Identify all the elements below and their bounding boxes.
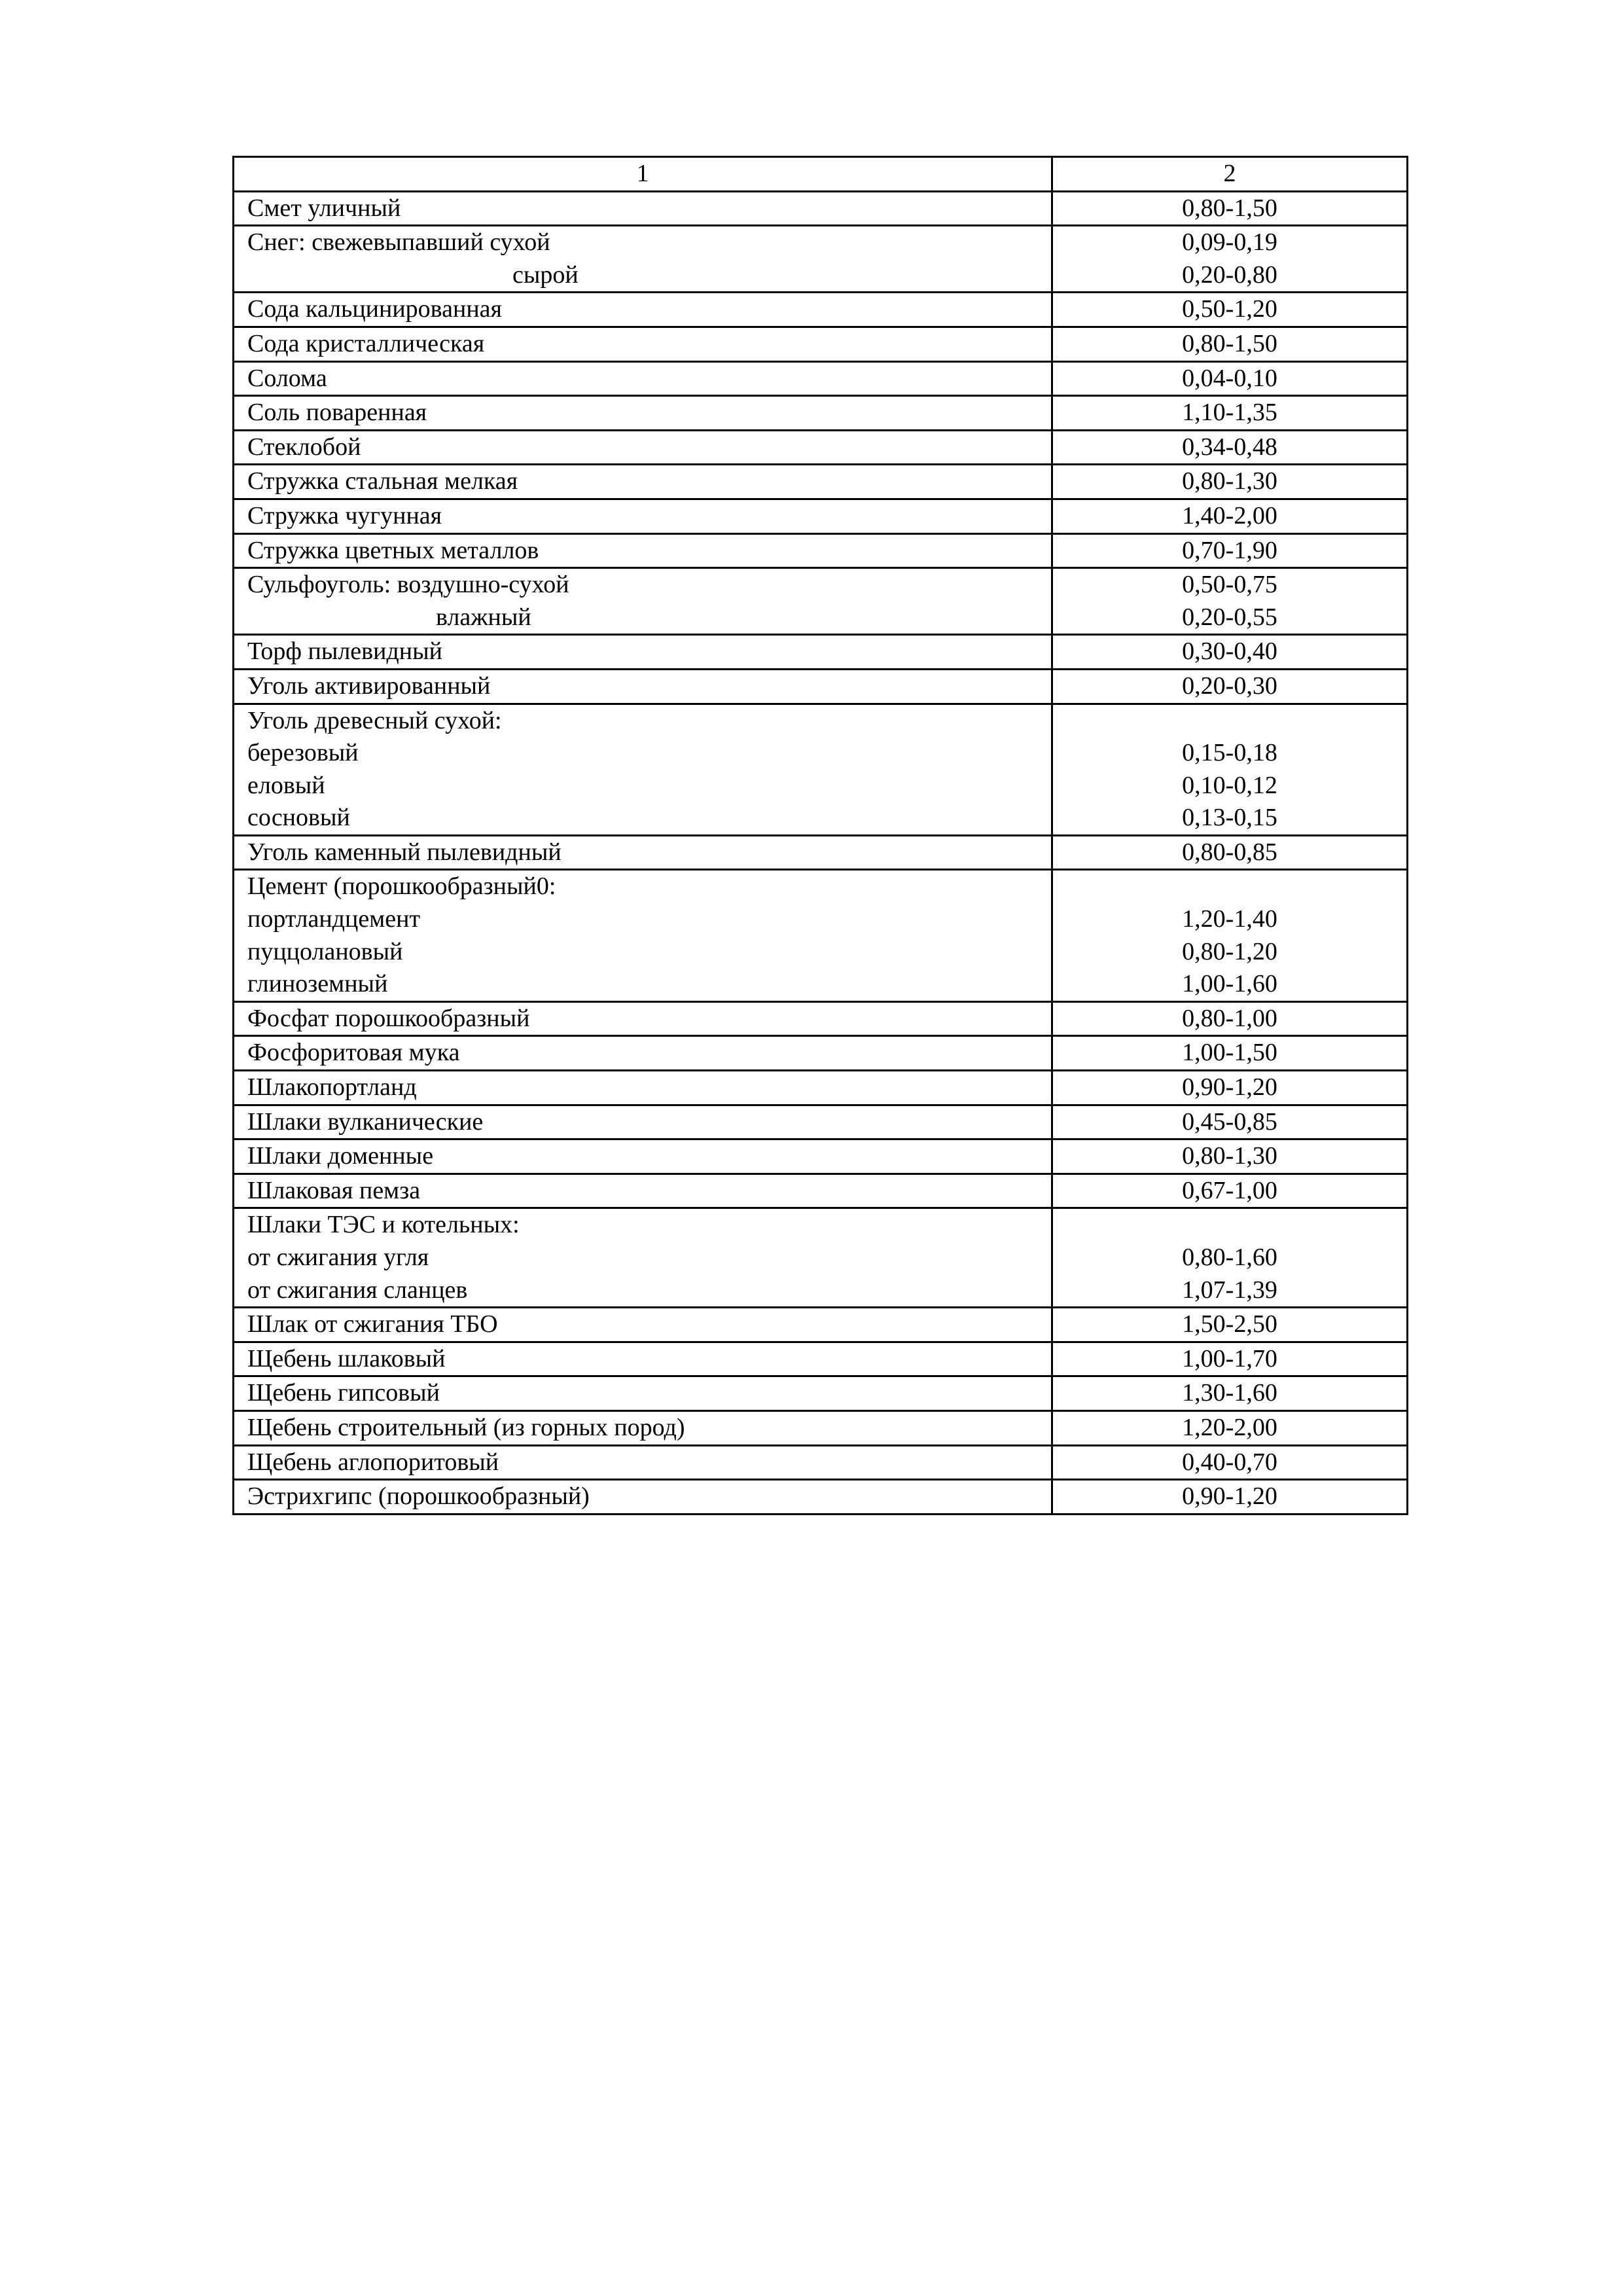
table-body bbox=[234, 157, 1408, 1515]
table-row bbox=[234, 835, 1408, 870]
material-cell bbox=[234, 1208, 1052, 1308]
material-name-line: Шлак от сжигания ТБО bbox=[247, 1310, 498, 1338]
table-row bbox=[234, 499, 1408, 533]
table-row bbox=[234, 465, 1408, 499]
material-cell bbox=[234, 361, 1052, 396]
material-name-line: Щебень строительный (из горных пород) bbox=[247, 1413, 685, 1441]
material-cell bbox=[234, 1036, 1052, 1071]
bulk-density-table bbox=[232, 156, 1408, 1515]
density-value-line: 1,00-1,60 bbox=[1182, 970, 1277, 998]
table-row bbox=[234, 327, 1408, 361]
table-row bbox=[234, 1308, 1408, 1342]
density-value-cell bbox=[1052, 1036, 1408, 1071]
density-value-line: 1,07-1,39 bbox=[1182, 1276, 1277, 1304]
material-name-line: Эстрихгипс (порошкообразный) bbox=[247, 1482, 590, 1511]
material-cell bbox=[234, 669, 1052, 704]
density-value-cell bbox=[1052, 1410, 1408, 1445]
density-value-line: 0,20-0,80 bbox=[1182, 260, 1277, 289]
density-value-line: 0,50-1,20 bbox=[1182, 295, 1277, 323]
material-name-line: Торф пылевидный bbox=[247, 637, 442, 666]
material-name-line: сырой bbox=[512, 260, 579, 289]
density-value-cell bbox=[1052, 361, 1408, 396]
density-value-line: 0,70-1,90 bbox=[1182, 536, 1277, 564]
density-value-cell bbox=[1052, 1376, 1408, 1411]
table-row bbox=[234, 1208, 1408, 1308]
density-value-cell bbox=[1052, 835, 1408, 870]
material-cell bbox=[234, 1445, 1052, 1480]
density-value-line: 0,10-0,12 bbox=[1182, 771, 1277, 799]
density-value-line: 0,80-0,85 bbox=[1182, 838, 1277, 866]
table-row bbox=[234, 1036, 1408, 1071]
material-name-line: Шлакопортланд bbox=[247, 1073, 417, 1102]
density-value-line: 0,80-1,20 bbox=[1182, 937, 1277, 965]
material-cell bbox=[234, 533, 1052, 568]
material-name-line: Щебень гипсовый bbox=[247, 1379, 440, 1407]
density-value-line bbox=[1066, 1209, 1393, 1242]
density-value-cell bbox=[1052, 669, 1408, 704]
density-value-line: 1,20-1,40 bbox=[1182, 905, 1277, 933]
material-name-line: Стружка цветных металлов bbox=[247, 536, 539, 564]
table-row bbox=[234, 669, 1408, 704]
table-row bbox=[234, 361, 1408, 396]
table-row bbox=[234, 1139, 1408, 1174]
material-cell bbox=[234, 704, 1052, 835]
material-cell bbox=[234, 1308, 1052, 1342]
table-row bbox=[234, 635, 1408, 670]
material-name-line: Стружка стальная мелкая bbox=[247, 467, 518, 495]
density-value-line: 0,80-1,50 bbox=[1182, 329, 1277, 357]
material-cell bbox=[234, 191, 1052, 226]
material-cell bbox=[234, 499, 1052, 533]
density-value-cell bbox=[1052, 704, 1408, 835]
density-value-cell bbox=[1052, 293, 1408, 327]
density-value-line: 1,30-1,60 bbox=[1182, 1379, 1277, 1407]
material-name-line: пуццолановый bbox=[247, 937, 403, 965]
material-name-line: еловый bbox=[247, 771, 325, 799]
material-cell bbox=[234, 293, 1052, 327]
density-value-line: 0,04-0,10 bbox=[1182, 364, 1277, 392]
density-value-cell bbox=[1052, 870, 1408, 1001]
material-cell bbox=[234, 226, 1052, 293]
material-name-line: Уголь древесный сухой: bbox=[247, 706, 502, 734]
material-cell bbox=[234, 568, 1052, 635]
density-value-cell bbox=[1052, 430, 1408, 465]
density-value-line: 1,00-1,50 bbox=[1182, 1039, 1277, 1067]
density-value-cell bbox=[1052, 1308, 1408, 1342]
density-value-cell bbox=[1052, 1208, 1408, 1308]
material-name-line: Щебень шлаковый bbox=[247, 1344, 446, 1372]
material-cell bbox=[234, 396, 1052, 431]
density-value-cell bbox=[1052, 327, 1408, 361]
material-cell bbox=[234, 1480, 1052, 1515]
table-row bbox=[234, 1001, 1408, 1036]
material-name-line: Шлаки вулканические bbox=[247, 1107, 484, 1136]
material-name-line: Смет уличный bbox=[247, 194, 401, 222]
material-name-line: портландцемент bbox=[247, 905, 421, 933]
material-name-line: Уголь активированный bbox=[247, 672, 491, 700]
density-value-line: 0,45-0,85 bbox=[1182, 1107, 1277, 1136]
material-cell bbox=[234, 1410, 1052, 1445]
material-name-line: Стружка чугунная bbox=[247, 501, 442, 529]
density-value-line: 0,80-1,60 bbox=[1182, 1244, 1277, 1271]
density-value-line: 0,30-0,40 bbox=[1182, 637, 1277, 666]
material-name-line: сосновый bbox=[247, 804, 350, 832]
density-value-cell bbox=[1052, 226, 1408, 293]
material-cell bbox=[234, 430, 1052, 465]
density-value-line: 0,34-0,48 bbox=[1182, 433, 1277, 461]
table-header-row bbox=[234, 157, 1408, 192]
density-value-line: 0,50-0,75 bbox=[1182, 571, 1277, 599]
density-value-cell bbox=[1052, 1139, 1408, 1174]
density-value-cell bbox=[1052, 1174, 1408, 1208]
density-value-line: 1,20-2,00 bbox=[1182, 1413, 1277, 1441]
material-name-line: Сульфоуголь: воздушно-сухой bbox=[247, 571, 569, 599]
density-value-line: 0,13-0,15 bbox=[1182, 804, 1277, 832]
table-row bbox=[234, 1174, 1408, 1208]
material-name-line: от сжигания сланцев bbox=[247, 1276, 468, 1304]
header-cell-value: 2 bbox=[1052, 157, 1408, 192]
table-row bbox=[234, 870, 1408, 1001]
density-value-cell bbox=[1052, 568, 1408, 635]
density-value-line: 1,10-1,35 bbox=[1182, 399, 1277, 427]
density-value-cell bbox=[1052, 635, 1408, 670]
table-row bbox=[234, 396, 1408, 431]
material-name-line: Цемент (порошкообразный0: bbox=[247, 872, 556, 901]
material-name-line: Шлаковая пемза bbox=[247, 1176, 421, 1204]
density-value-line: 0,20-0,30 bbox=[1182, 672, 1277, 700]
density-value-line: 0,20-0,55 bbox=[1182, 603, 1277, 631]
table-row bbox=[234, 1445, 1408, 1480]
material-name-line: Снег: свежевыпавший сухой bbox=[247, 228, 550, 257]
density-value-cell bbox=[1052, 1480, 1408, 1515]
material-name-line: от сжигания угля bbox=[247, 1244, 429, 1271]
density-value-cell bbox=[1052, 1071, 1408, 1105]
material-name-line: Солома bbox=[247, 364, 327, 392]
density-value-line: 0,80-1,50 bbox=[1182, 194, 1277, 222]
density-value-cell bbox=[1052, 465, 1408, 499]
table-row bbox=[234, 533, 1408, 568]
table-row bbox=[234, 1376, 1408, 1411]
density-value-cell bbox=[1052, 396, 1408, 431]
density-value-line bbox=[1066, 705, 1393, 738]
density-value-line: 0,15-0,18 bbox=[1182, 739, 1277, 767]
material-cell bbox=[234, 870, 1052, 1001]
table-row bbox=[234, 293, 1408, 327]
density-value-cell bbox=[1052, 1445, 1408, 1480]
material-cell bbox=[234, 835, 1052, 870]
header-cell-material: 1 bbox=[234, 157, 1052, 192]
material-cell bbox=[234, 1105, 1052, 1139]
density-value-cell bbox=[1052, 1001, 1408, 1036]
density-value-cell bbox=[1052, 1342, 1408, 1376]
material-name-line: Уголь каменный пылевидный bbox=[247, 838, 562, 866]
table-row bbox=[234, 704, 1408, 835]
material-name-line: Сода кальцинированная bbox=[247, 295, 502, 323]
table-row bbox=[234, 430, 1408, 465]
document-page bbox=[232, 156, 1406, 1515]
density-value-cell bbox=[1052, 191, 1408, 226]
table-row bbox=[234, 1342, 1408, 1376]
density-value-line: 0,09-0,19 bbox=[1182, 228, 1277, 257]
table-row bbox=[234, 191, 1408, 226]
table-row bbox=[234, 1480, 1408, 1515]
material-cell bbox=[234, 327, 1052, 361]
table-row bbox=[234, 1410, 1408, 1445]
table-row bbox=[234, 568, 1408, 635]
density-value-line: 0,80-1,30 bbox=[1182, 467, 1277, 495]
material-cell bbox=[234, 1001, 1052, 1036]
density-value-line: 1,40-2,00 bbox=[1182, 501, 1277, 529]
material-cell bbox=[234, 635, 1052, 670]
density-value-line: 0,90-1,20 bbox=[1182, 1073, 1277, 1102]
table-row bbox=[234, 226, 1408, 293]
density-value-line: 0,80-1,00 bbox=[1182, 1004, 1277, 1032]
material-name-line: Шлаки доменные bbox=[247, 1142, 434, 1170]
material-cell bbox=[234, 1071, 1052, 1105]
density-value-line: 1,00-1,70 bbox=[1182, 1344, 1277, 1372]
density-value-line: 1,50-2,50 bbox=[1182, 1310, 1277, 1338]
material-name-line: глиноземный bbox=[247, 970, 388, 998]
material-name-line: Шлаки ТЭС и котельных: bbox=[247, 1211, 520, 1239]
density-value-cell bbox=[1052, 533, 1408, 568]
density-value-line bbox=[1066, 870, 1393, 903]
material-name-line: Соль поваренная bbox=[247, 399, 427, 427]
density-value-line: 0,80-1,30 bbox=[1182, 1142, 1277, 1170]
table-row bbox=[234, 1071, 1408, 1105]
material-cell bbox=[234, 465, 1052, 499]
density-value-line: 0,67-1,00 bbox=[1182, 1176, 1277, 1204]
table-row bbox=[234, 1105, 1408, 1139]
density-value-cell bbox=[1052, 1105, 1408, 1139]
material-name-line: березовый bbox=[247, 739, 359, 767]
material-name-line: Фосфоритовая мука bbox=[247, 1039, 460, 1067]
material-name-line: влажный bbox=[436, 603, 531, 631]
density-value-line: 0,40-0,70 bbox=[1182, 1448, 1277, 1476]
material-name-line: Щебень аглопоритовый bbox=[247, 1448, 499, 1476]
material-name-line: Стеклобой bbox=[247, 433, 361, 461]
material-cell bbox=[234, 1139, 1052, 1174]
density-value-line: 0,90-1,20 bbox=[1182, 1482, 1277, 1511]
material-cell bbox=[234, 1174, 1052, 1208]
material-cell bbox=[234, 1342, 1052, 1376]
material-cell bbox=[234, 1376, 1052, 1411]
density-value-cell bbox=[1052, 499, 1408, 533]
material-name-line: Фосфат порошкообразный bbox=[247, 1004, 530, 1032]
material-name-line: Сода кристаллическая bbox=[247, 329, 485, 357]
